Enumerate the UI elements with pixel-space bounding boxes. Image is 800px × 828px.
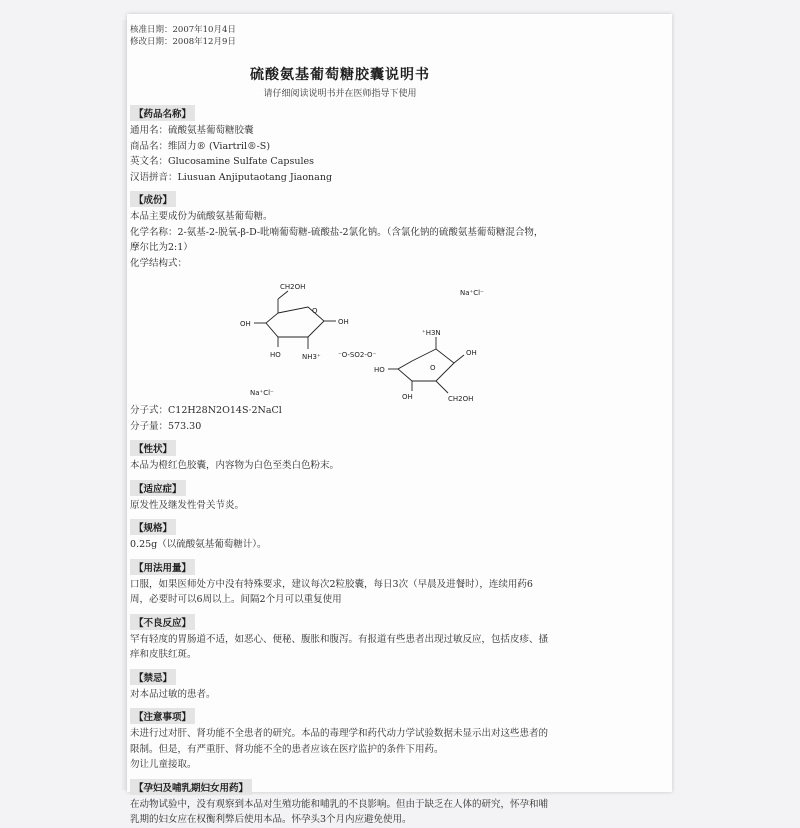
indications-text: 原发性及继发性骨关节炎。 xyxy=(130,499,245,511)
h3n-label: ⁺H3N xyxy=(422,329,441,337)
oh-label-2: OH xyxy=(240,320,251,328)
document-subtitle: 请仔细阅读说明书并在医师指导下使用 xyxy=(263,89,417,99)
trade-name: 商品名：维固力® (Viartril®-S) xyxy=(130,140,271,152)
dosage-text: 口服，如果医师处方中没有特殊要求，建议每次2粒胶囊，每日3次（早晨及进餐时），连续用药6周，必要时可以6周以上。间隔2个月可以重复使用 xyxy=(130,578,533,605)
section-heading-dosage: 【用法用量】 xyxy=(130,559,195,575)
section-heading-precautions: 【注意事项】 xyxy=(130,708,195,724)
section-heading-pregnancy: 【孕妇及哺乳期妇女用药】 xyxy=(130,779,252,795)
precautions-text: 未进行过对肝、肾功能不全患者的研究。本品的毒理学和药代动力学试验数据未显示出对这些患者的限制。但是，有严重肝、肾功能不全的患者应该在医疗监护的条件下用药。 xyxy=(130,728,549,755)
adverse-reactions-text: 罕有轻度的胃肠道不适，如恶心、便秘、腹胀和腹泻。有报道有些患者出现过敏反应，包括皮疹、搔痒和皮肤红斑。 xyxy=(130,633,549,660)
nacl-label-2: Na⁺Cl⁻ xyxy=(250,389,274,397)
section-heading-composition: 【成份】 xyxy=(130,191,176,207)
document-title: 硫酸氨基葡萄糖胶囊说明书 xyxy=(250,67,430,83)
molecular-weight: 分子量：573.30 xyxy=(130,420,202,432)
section-heading-drug-name: 【药品名称】 xyxy=(130,105,195,121)
chemical-structure xyxy=(130,273,550,403)
english-name: 英文名：Glucosamine Sulfate Capsules xyxy=(130,156,314,167)
molecular-formula: 分子式：C12H28N2O14S·2NaCl xyxy=(130,405,282,416)
ho-label-2: HO xyxy=(374,366,385,374)
nacl-label-1: Na⁺Cl⁻ xyxy=(460,289,484,297)
ring-oxygen-label: O xyxy=(312,307,318,315)
composition-main: 本品主要成份为硫酸氨基葡萄糖。 xyxy=(130,211,273,222)
oh-label-3: OH xyxy=(466,349,477,357)
structure-label: 化学结构式： xyxy=(130,257,188,269)
sulfate-label: ⁻O-SO2-O⁻ xyxy=(338,351,377,359)
ch2oh-label: CH2OH xyxy=(280,283,306,291)
leaflet-content xyxy=(130,24,550,828)
chemical-name: 化学名称：2-氨基-2-脱氧-β-D-吡喃葡萄糖-硫酸盐-2氯化钠。（含氯化钠的硫酸氨基葡萄糖混合物，摩尔比为2:1） xyxy=(130,226,544,253)
oh-label-4: OH xyxy=(402,393,413,401)
contraindications-text: 对本品过敏的患者。 xyxy=(130,688,216,700)
oh-label: OH xyxy=(338,318,349,326)
revision-date: 修改日期：2008年12月9日 xyxy=(130,37,236,47)
approval-date: 核准日期：2007年10月4日 xyxy=(130,25,236,35)
specification-text: 0.25g（以硫酸氨基葡萄糖计）。 xyxy=(130,539,267,550)
section-heading-description: 【性状】 xyxy=(130,440,176,456)
pinyin-name: 汉语拼音：Liusuan Anjiputaotang Jiaonang xyxy=(130,171,333,183)
chemical-structure-drawing xyxy=(130,273,550,403)
pregnancy-text: 在动物试验中，没有观察到本品对生殖功能和哺乳的不良影响。但由于缺乏在人体的研究，怀孕和哺乳期的妇女应在权衡利弊后使用本品。怀孕头3个月内应避免使用。 xyxy=(130,798,549,825)
ch2oh-label-2: CH2OH xyxy=(448,395,474,403)
section-heading-adverse-reactions: 【不良反应】 xyxy=(130,614,195,630)
precautions-children-text: 勿让儿童接取。 xyxy=(130,759,197,770)
section-heading-contraindications: 【禁忌】 xyxy=(130,669,176,685)
nh3-label: NH3⁺ xyxy=(302,353,321,361)
description-text: 本品为橙红色胶囊，内容物为白色至类白色粉末。 xyxy=(130,460,340,471)
ho-label: HO xyxy=(270,351,281,359)
common-name: 通用名：硫酸氨基葡萄糖胶囊 xyxy=(130,125,254,136)
section-heading-specification: 【规格】 xyxy=(130,519,176,535)
section-heading-indications: 【适应症】 xyxy=(130,480,186,496)
ring-oxygen-label-2: O xyxy=(430,364,436,372)
